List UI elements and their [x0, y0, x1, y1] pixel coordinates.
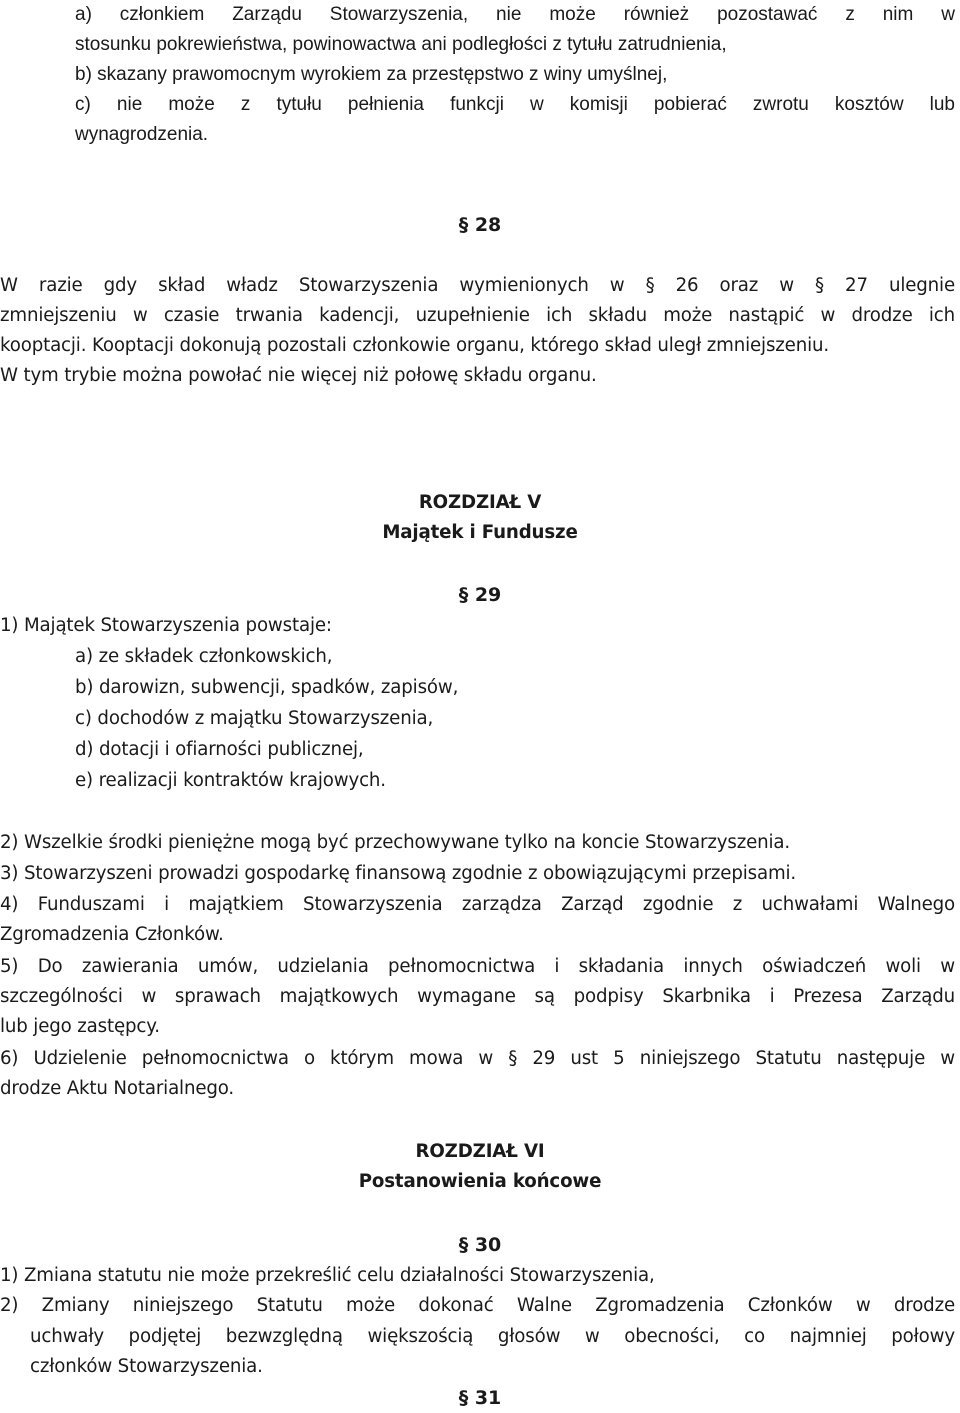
section-28-line2: zmniejszeniu w czasie trwania kadencji, uzupełnienie ich składu może nastąpić w drodze ich	[0, 305, 955, 326]
section-29-p4	[0, 890, 955, 950]
section-29-heading: § 29	[458, 584, 502, 606]
section-29-item-a: a) ze składek członkowskich,	[75, 646, 333, 667]
section-29-item-e: e) realizacji kontraktów krajowych.	[75, 770, 386, 791]
item-a-line1: a) członkiem Zarządu Stowarzyszenia, nie może również pozostawać z nim w	[75, 4, 955, 25]
section-28-line3: kooptacji. Kooptacji dokonują pozostali członkowie organu, którego skład uległ zmniejszeniu.	[0, 335, 829, 356]
section-29-p5-line1: 5) Do zawierania umów, udzielania pełnomocnictwa i składania innych oświadczeń woli w	[0, 956, 955, 977]
section-29-item-d: d) dotacji i ofiarności publicznej,	[75, 739, 364, 760]
section-29-p6-line1: 6) Udzielenie pełnomocnictwa o którym mowa w § 29 ust 5 niniejszego Statutu następuje w	[0, 1048, 955, 1069]
section-29-intro: 1) Majątek Stowarzyszenia powstaje:	[0, 615, 332, 636]
section-29-item-b: b) darowizn, subwencji, spadków, zapisów,	[75, 677, 459, 698]
section-28-body	[0, 271, 955, 391]
section-29-p6-line2: drodze Aktu Notarialnego.	[0, 1078, 235, 1099]
section-29-p5-line2: szczególności w sprawach majątkowych wymagane są podpisy Skarbnika i Prezesa Zarządu	[0, 986, 955, 1007]
section-31-heading: § 31	[458, 1387, 502, 1409]
section-29-p3: 3) Stowarzyszeni prowadzi gospodarkę finansową zgodnie z obowiązującymi przepisami.	[0, 863, 797, 884]
section-30-p2-line2: uchwały podjętej bezwzględną większością głosów w obecności, co najmniej połowy	[30, 1326, 955, 1347]
section-29-p5	[0, 952, 955, 1042]
item-a	[75, 0, 955, 60]
section-29-p6	[0, 1044, 955, 1104]
item-a-line2: stosunku pokrewieństwa, powinowactwa ani podległości z tytułu zatrudnienia,	[75, 34, 727, 55]
item-c-line1: c) nie może z tytułu pełnienia funkcji w komisji pobierać zwrotu kosztów lub	[75, 94, 955, 115]
section-28-heading: § 28	[458, 214, 502, 236]
section-29-p4-line1: 4) Funduszami i majątkiem Stowarzyszenia zarządza Zarząd zgodnie z uchwałami Walnego	[0, 894, 955, 915]
chapter-6-subtitle: Postanowienia końcowe	[358, 1171, 602, 1192]
chapter-6-title: ROZDZIAŁ VI	[415, 1141, 545, 1162]
section-28-line1: W razie gdy skład władz Stowarzyszenia wymienionych w § 26 oraz w § 27 ulegnie	[0, 275, 955, 296]
item-c-line2: wynagrodzenia.	[75, 124, 209, 145]
chapter-5-title: ROZDZIAŁ V	[418, 492, 542, 513]
section-30-p2-cont	[30, 1322, 955, 1382]
section-29-p5-line3: lub jego zastępcy.	[0, 1016, 160, 1037]
section-29-p4-line2: Zgromadzenia Członków.	[0, 924, 224, 945]
section-30-p1: 1) Zmiana statutu nie może przekreślić celu działalności Stowarzyszenia,	[0, 1265, 655, 1286]
section-30-heading: § 30	[458, 1234, 502, 1256]
section-29-item-c: c) dochodów z majątku Stowarzyszenia,	[75, 708, 434, 729]
chapter-5-subtitle: Majątek i Fundusze	[382, 522, 578, 543]
section-29-p2: 2) Wszelkie środki pieniężne mogą być przechowywane tylko na koncie Stowarzyszenia.	[0, 832, 791, 853]
section-30-p2	[0, 1291, 955, 1321]
section-30-p2-line1: 2) Zmiany niniejszego Statutu może dokonać Walne Zgromadzenia Członków w drodze	[0, 1295, 955, 1316]
item-b: b) skazany prawomocnym wyrokiem za przestępstwo z winy umyślnej,	[75, 64, 668, 85]
item-c	[75, 90, 955, 150]
section-30-p2-line3: członków Stowarzyszenia.	[30, 1356, 263, 1377]
section-28-line4: W tym trybie można powołać nie więcej niż połowę składu organu.	[0, 365, 597, 386]
